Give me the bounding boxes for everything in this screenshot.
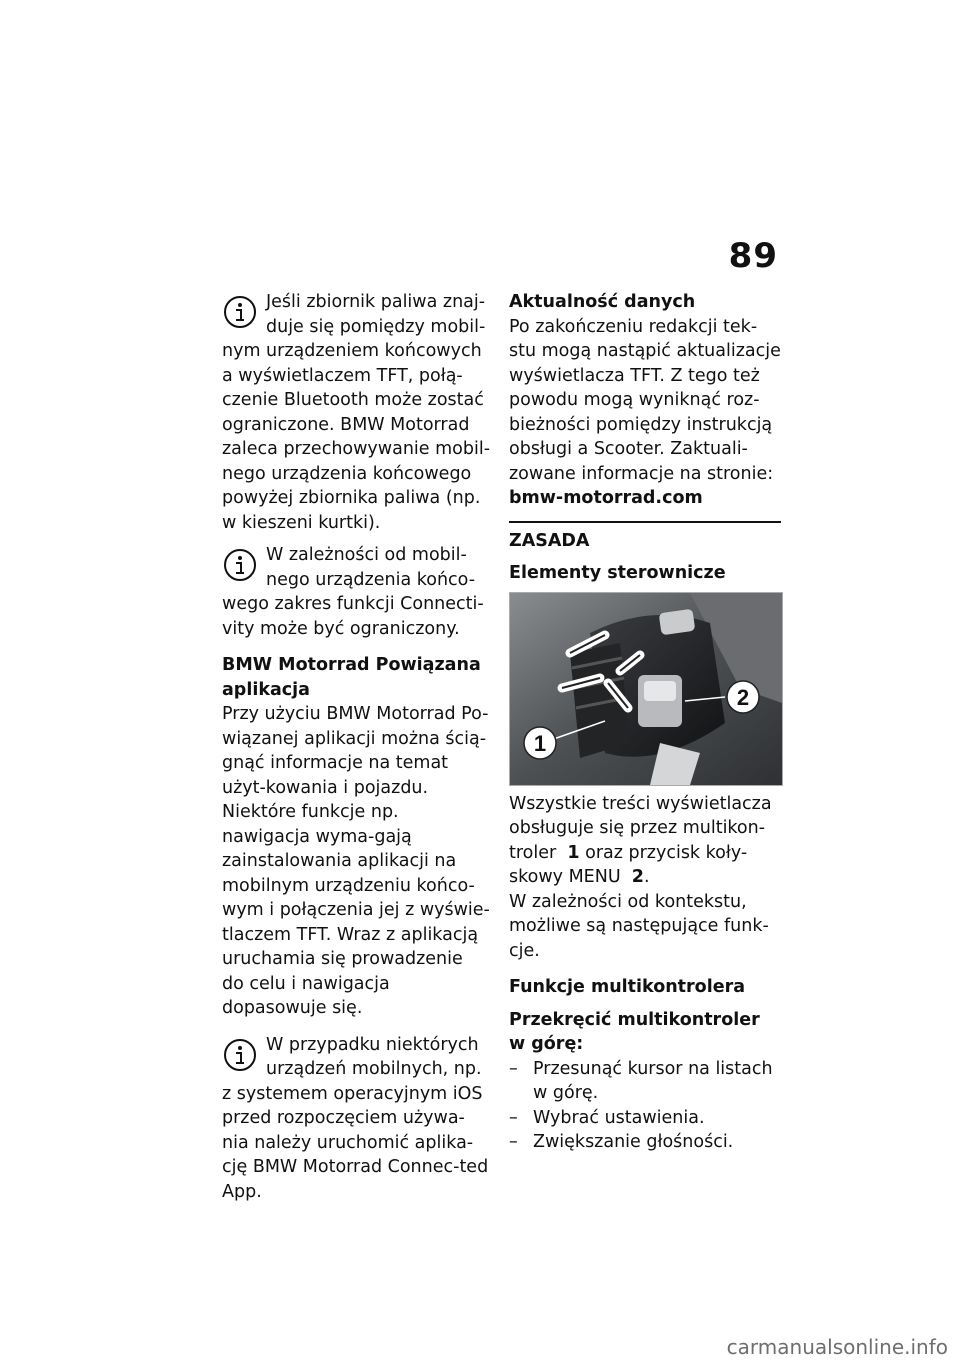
note2-line2: nego urządzenia końco-	[266, 569, 476, 590]
list-item-text: Wybrać ustawienia.	[533, 1107, 705, 1128]
update-heading: Aktualność danych	[509, 292, 696, 312]
turn-heading: Przekręcić multikontroler w górę:	[509, 1009, 760, 1054]
list-item: – Przesunąć kursor na listach w górę.	[509, 1058, 773, 1103]
note1-line2: duje się pomiędzy mobil-	[266, 316, 486, 337]
controls-ref-1: 1	[567, 842, 580, 863]
list-item: – Zwiększanie głośności.	[509, 1132, 734, 1152]
note3-line2: urządzeń mobilnych, np.	[266, 1059, 482, 1079]
info-icon	[222, 294, 258, 330]
section-title: ZASADA	[509, 530, 590, 551]
section-divider	[509, 521, 781, 523]
note3-body: z systemem operacyjnym iOS przed rozpoczęciem używa-nia należy uruchomić aplika-cję BMW Motorrad Connec-ted App.	[222, 1083, 489, 1202]
controls-heading: Elementy sterownicze	[509, 563, 726, 583]
app-text: Przy użyciu BMW Motorrad Po-wiązanej aplikacji można ścią-gnąć informacje na temat użyt-kowania i pojazdu. Niektóre funkcje np. nawigacja wyma-gają zainstalowania aplikacji na mobilnym urządzeniu końco-wym i połączenia jej z wyświe-tlaczem TFT. Wraz z aplikacją uruchamia się prowadzenie do celu i nawigacja dopasowuje się.	[222, 704, 490, 1018]
update-text: Po zakończeniu redakcji tek-stu mogą nastąpić aktualizacje wyświetlacza TFT. Z tego też powodu mogą wyniknąć roz-bieżności pomiędzy instrukcją obsługi a Scooter. Zaktuali-zowane informacje na stronie:	[509, 316, 781, 484]
multi-heading: Funkcje multikontrolera	[509, 977, 746, 997]
right-column	[509, 290, 781, 1155]
info-note-1	[222, 290, 490, 535]
note3-line1: W przypadku niektórych	[266, 1034, 479, 1055]
note2-line1: W zależności od mobil-	[266, 545, 467, 565]
note1-line1: Jeśli zbiornik paliwa znaj-	[266, 292, 486, 312]
controls-text: Wszystkie treści wyświetlacza obsługuje się przez multikon-troler 1 oraz przycisk koły-skowy MENU 2.	[509, 793, 772, 887]
note1-body: nym urządzeniem końcowych a wyświetlaczem TFT, połą-czenie Bluetooth może zostać ograniczone. BMW Motorrad zaleca przechowywanie mobil-nego urządzenia końcowego powyżej zbiornika paliwa (np. w kieszeni kurtki).	[222, 341, 491, 533]
controls-text-b: oraz przycisk koły-skowy MENU	[509, 842, 748, 887]
watermark: carmanualsonline.info	[726, 1335, 948, 1359]
info-note-2	[222, 543, 490, 641]
handlebar-illustration	[510, 593, 782, 785]
callout-1: 1	[533, 730, 547, 756]
left-column	[222, 290, 490, 1204]
info-note-3	[222, 1033, 490, 1205]
info-icon	[222, 1037, 258, 1073]
controls-context: W zależności od kontekstu, możliwe są następujące funk-cje.	[509, 891, 769, 961]
update-link[interactable]: bmw-motorrad.com	[509, 488, 703, 508]
controls-ref-2: 2	[631, 867, 644, 887]
callout-2: 2	[736, 684, 750, 710]
controls-text-a: Wszystkie treści wyświetlacza obsługuje się przez multikon-troler	[509, 793, 772, 863]
handlebar-controls-photo	[509, 592, 783, 786]
list-item: – Wybrać ustawienia.	[509, 1107, 705, 1128]
list-item-text: Przesunąć kursor na listach w górę.	[533, 1058, 773, 1103]
list-item-text: Zwiększanie głośności.	[533, 1132, 734, 1152]
note2-body: wego zakres funkcji Connecti-vity może być ograniczony.	[222, 594, 484, 639]
page-number: 89	[728, 236, 778, 276]
info-icon	[222, 547, 258, 583]
app-heading: BMW Motorrad Powiązana aplikacja	[222, 655, 481, 700]
